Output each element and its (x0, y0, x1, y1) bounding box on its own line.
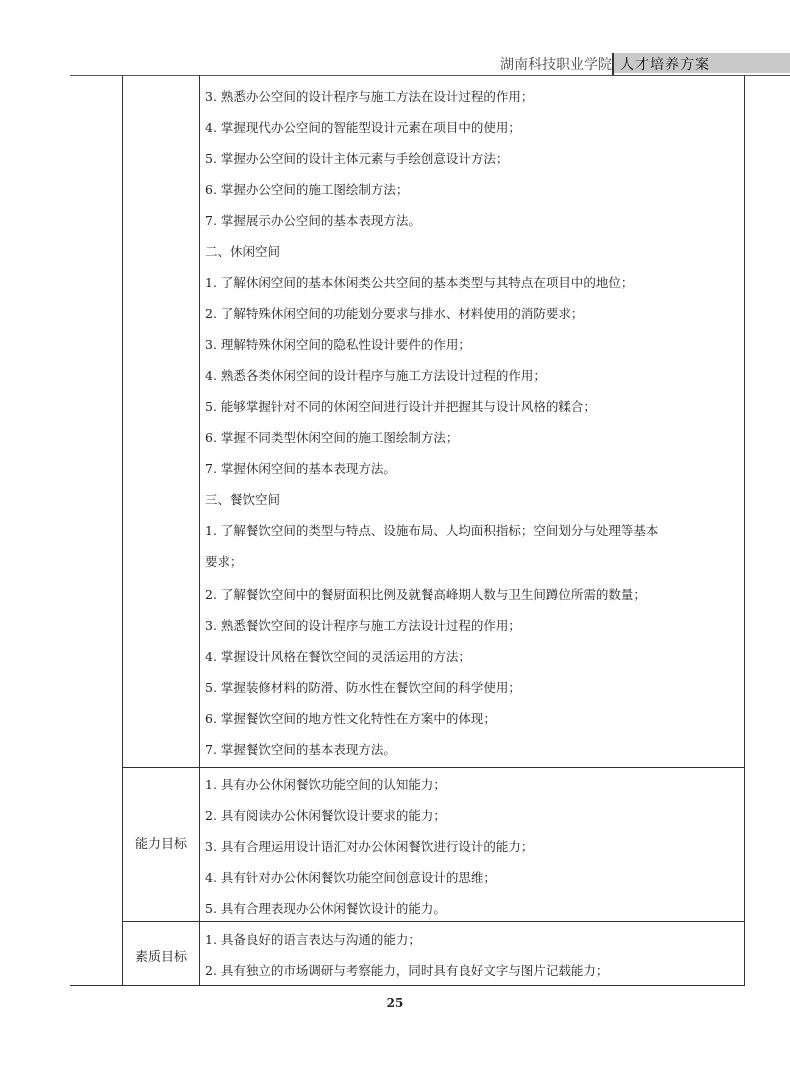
ability-label: 能力目标 (134, 837, 187, 852)
header-rule (70, 75, 790, 76)
header-school-name: 湖南科技职业学院 (500, 57, 612, 73)
list-item: 6. 掌握不同类型休闲空间的施工图绘制方法； (205, 430, 459, 445)
header-divider (612, 53, 614, 75)
table-column-divider (199, 75, 200, 986)
section-heading-dining: 三、餐饮空间 (205, 492, 281, 507)
list-item: 7. 掌握休闲空间的基本表现方法。 (205, 461, 396, 476)
page-number: 25 (386, 996, 404, 1010)
list-item: 6. 掌握办公空间的施工图绘制方法； (205, 182, 409, 197)
list-item: 2. 了解餐饮空间中的餐厨面积比例及就餐高峰期人数与卫生间蹲位所需的数量； (205, 587, 646, 602)
list-item: 6. 掌握餐饮空间的地方性文化特性在方案中的体现； (205, 711, 496, 726)
header-doc-title: 人才培养方案 (620, 57, 710, 73)
list-item: 1. 具有办公休闲餐饮功能空间的认知能力； (205, 777, 446, 792)
list-item: 1. 了解餐饮空间的类型与特点、设施布局、人均面积指标；空间划分与处理等基本 (205, 523, 659, 538)
table-row-divider-ability (122, 767, 745, 768)
list-item: 4. 掌握现代办公空间的智能型设计元素在项目中的使用； (205, 120, 521, 135)
list-item: 1. 了解休闲空间的基本休闲类公共空间的基本类型与其特点在项目中的地位； (205, 275, 634, 290)
list-item: 5. 掌握装修材料的防滑、防水性在餐饮空间的科学使用； (205, 680, 521, 695)
list-item: 7. 掌握餐饮空间的基本表现方法。 (205, 742, 396, 757)
list-item: 3. 具有合理运用设计语汇对办公休闲餐饮进行设计的能力； (205, 839, 534, 854)
section-heading-leisure: 二、休闲空间 (205, 244, 281, 259)
list-item: 4. 熟悉各类休闲空间的设计程序与施工方法设计过程的作用； (205, 368, 546, 383)
quality-label: 素质目标 (134, 950, 187, 965)
list-item-continuation: 要求； (205, 554, 243, 569)
list-item: 7. 掌握展示办公空间的基本表现方法。 (205, 213, 421, 228)
list-item: 2. 具有独立的市场调研与考察能力，同时具有良好文字与图片记载能力； (205, 963, 609, 978)
list-item: 2. 了解特殊休闲空间的功能划分要求与排水、材料使用的消防要求； (205, 306, 584, 321)
list-item: 5. 能够掌握针对不同的休闲空间进行设计并把握其与设计风格的糅合； (205, 399, 596, 414)
list-item: 5. 掌握办公空间的设计主体元素与手绘创意设计方法； (205, 151, 509, 166)
list-item: 4. 具有针对办公休闲餐饮功能空间创意设计的思维； (205, 870, 496, 885)
list-item: 4. 掌握设计风格在餐饮空间的灵活运用的方法； (205, 649, 471, 664)
list-item: 1. 具备良好的语言表达与沟通的能力； (205, 932, 421, 947)
table-bottom-border (70, 985, 745, 986)
list-item: 3. 理解特殊休闲空间的隐私性设计要件的作用； (205, 337, 471, 352)
table-left-border (122, 75, 123, 986)
list-item: 3. 熟悉餐饮空间的设计程序与施工方法设计过程的作用； (205, 618, 521, 633)
list-item: 3. 熟悉办公空间的设计程序与施工方法在设计过程的作用； (205, 89, 534, 104)
list-item: 2. 具有阅读办公休闲餐饮设计要求的能力； (205, 808, 446, 823)
list-item: 5. 具有合理表现办公休闲餐饮设计的能力。 (205, 901, 446, 916)
table-row-divider-quality (122, 921, 745, 922)
